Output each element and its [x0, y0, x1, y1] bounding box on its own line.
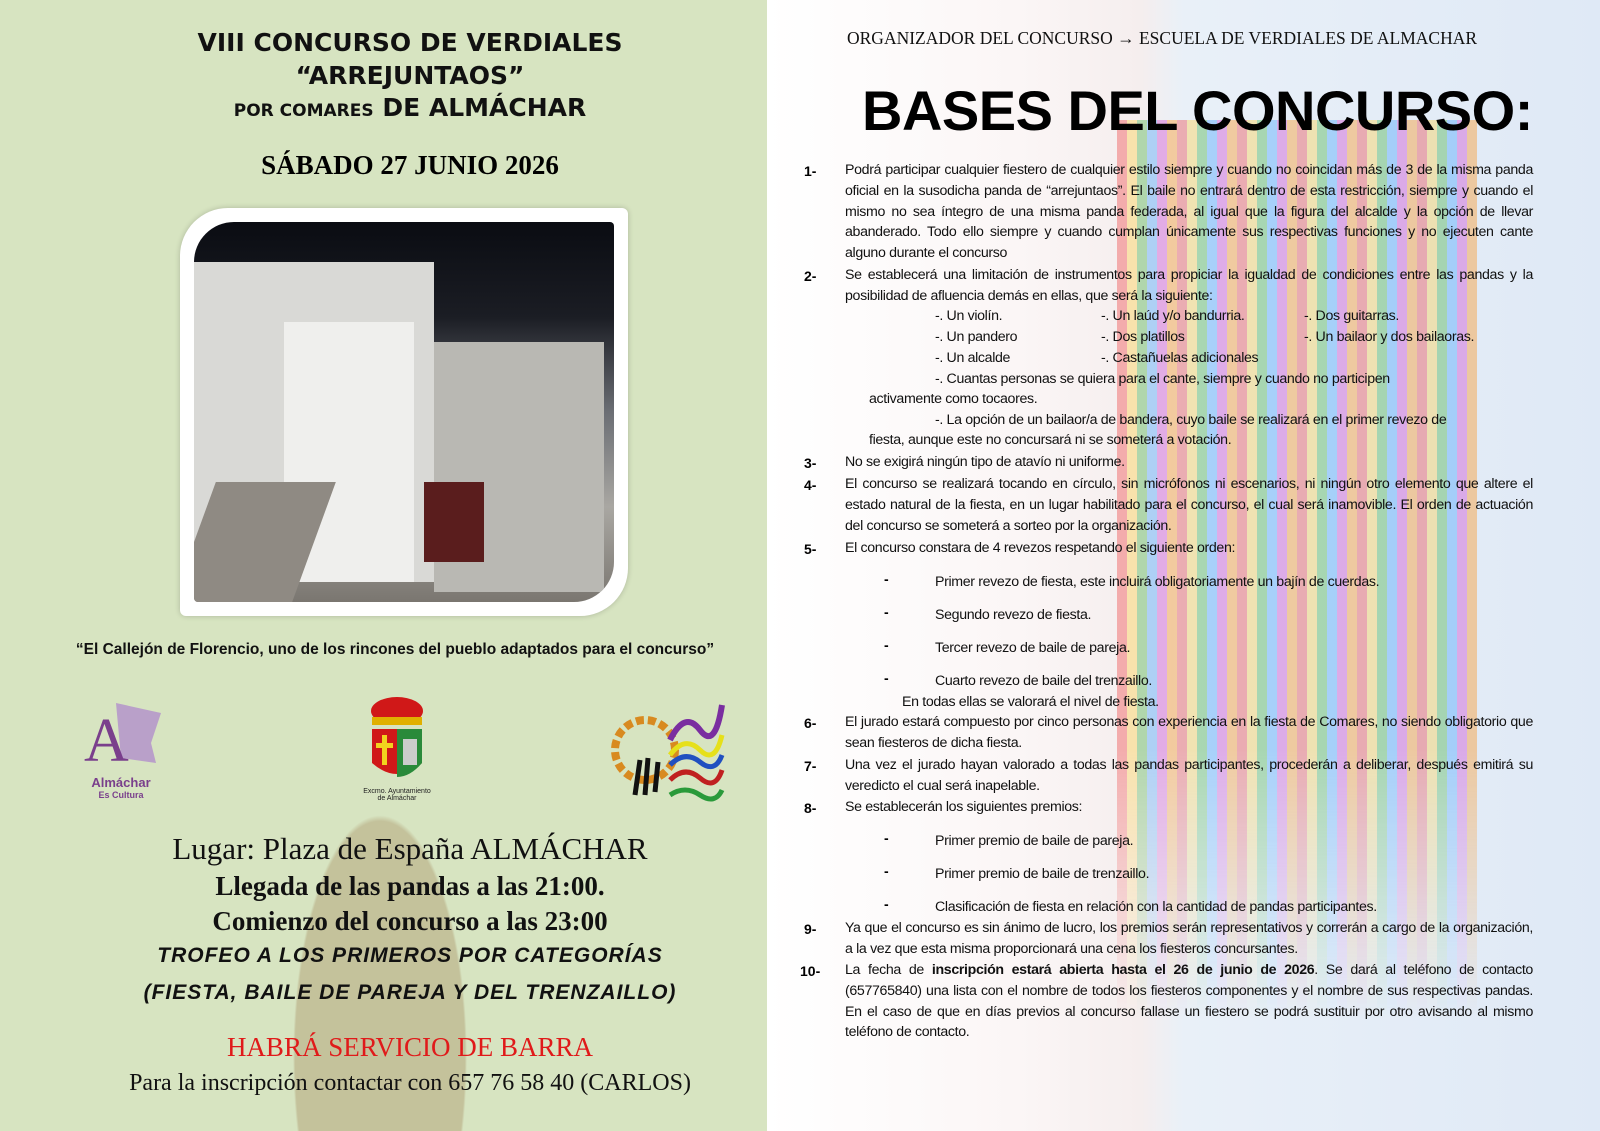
rule-8: Se establecerán los siguientes premios: — [845, 799, 1083, 815]
instrument-item: -. Un pandero — [935, 329, 1018, 345]
instrument-item: -. Dos platillos — [1101, 329, 1185, 345]
event-place: Lugar: Plaza de España ALMÁCHAR — [172, 831, 648, 866]
instrument-item: -. Un alcalde — [935, 350, 1011, 366]
rule-10-text: . Se dará al teléfono de contacto (657765840) una lista con el nombre de todos los fiesteros componentes y el nombre de sus respectivas pandas. En el caso de que en días previos al concurso fallase un fiestero se podrá sustituir por otro avisando al mismo teléfono de contacto. — [845, 962, 1533, 1041]
start-time: Comienzo del concurso a las 23:00 — [212, 906, 608, 936]
bullet: - — [884, 830, 889, 846]
bullet: - — [884, 637, 889, 653]
revezo-item: Cuarto revezo de baile del trenzaillo. — [935, 673, 1152, 689]
poster-panel — [0, 0, 767, 1131]
verdiales-pandero-logo — [610, 700, 725, 810]
rule-9: Ya que el concurso es sin ánimo de lucro, los premios serán representativos y correrán a cargo de la organización, a la vez que esta misma proporcionará una cena los fiesteros concursantes. — [845, 920, 1533, 957]
rule-number: 10- — [800, 963, 821, 979]
bullet: - — [884, 896, 889, 912]
rule-3: No se exigirá ningún tipo de atavío ni uniforme. — [845, 454, 1125, 470]
bullet: - — [884, 604, 889, 620]
rule-number: 6- — [804, 715, 817, 731]
ayuntamiento-coat-of-arms — [362, 695, 432, 805]
revezo-item: Primer revezo de fiesta, este incluirá obligatoriamente un bajín de cuerdas. — [935, 574, 1380, 590]
prize-item: Clasificación de fiesta en relación con la cantidad de pandas participantes. — [935, 899, 1377, 915]
registration-deadline: inscripción estará abierta hasta el 26 de junio de 2026 — [931, 962, 1315, 978]
instrument-note: -. La opción de un bailaor/a de bandera, cuyo baile se realizará en el primer revezo de — [935, 412, 1447, 428]
instrument-item: -. Un laúd y/o bandurria. — [1101, 308, 1245, 324]
bullet: - — [884, 670, 889, 686]
bullet: - — [884, 571, 889, 587]
rule-number: 8- — [804, 800, 817, 816]
title-small: POR COMARES — [233, 101, 374, 121]
rule-2: Se establecerá una limitación de instrumentos para propiciar la igualdad de condiciones entre las pandas y la posibilidad de afluencia demás en ellas, que será la siguiente: — [845, 267, 1533, 304]
instrument-note: -. Cuantas personas se quiera para el cante, siempre y cuando no participen — [935, 371, 1390, 387]
logo-left-name: Almáchar — [91, 775, 151, 790]
rules-panel — [767, 0, 1600, 1131]
title-big: DE ALMÁCHAR — [382, 93, 587, 122]
instrument-note: activamente como tocaores. — [869, 391, 1038, 407]
rule-5: El concurso constara de 4 revezos respetando el siguiente orden: — [845, 540, 1236, 556]
photo-caption: “El Callejón de Florencio, uno de los rincones del pueblo adaptados para el concurso” — [75, 641, 715, 658]
rule-4: El concurso se realizará tocando en círculo, sin micrófonos ni escenarios, ni ningún otro elemento que altere el estado natural de la fiesta, en un lugar habilitado para el concurso, el cual será inamovible. El orden de actuación del concurso se someterá a sorteo por la organización. — [845, 476, 1533, 534]
logo-left-sub: Es Cultura — [98, 790, 144, 800]
poster-subtitle: “ARREJUNTAOS” — [295, 61, 525, 90]
almachar-es-cultura-logo — [76, 703, 166, 798]
instrument-note: fiesta, aunque este no concursará ni se someterá a votación. — [869, 432, 1232, 448]
rule-number: 4- — [804, 477, 817, 493]
trophy-categories: (FIESTA, BAILE DE PAREJA Y DEL TRENZAILLO) — [143, 981, 677, 1004]
rule-1: Podrá participar cualquier fiestero de cualquier estilo siempre y cuando no coincidan más de 3 de la misma panda oficial en la susodicha panda de “arrejuntaos”. El baile no entrará dentro de esta restricción, siempre y cuando el mismo no sea íntegro de una misma panda federada, al igual que la figura del alcalde y la opción de llevar abanderado. Todo ello siempre y cuando cumplan únicamente sus respectivas funciones y no ejecuten cante alguno durante el concurso — [845, 162, 1533, 262]
arrival-time: Llegada de las pandas a las 21:00. — [215, 871, 605, 901]
rule-10-text: La fecha de — [845, 962, 932, 978]
bar-service: HABRÁ SERVICIO DE BARRA — [226, 1032, 594, 1062]
prize-item: Primer premio de baile de pareja. — [935, 833, 1134, 849]
revezo-item: Segundo revezo de fiesta. — [935, 607, 1092, 623]
svg-text:A: A — [84, 707, 129, 768]
rule-number: 2- — [804, 268, 817, 284]
poster-title: VIII CONCURSO DE VERDIALES — [197, 28, 623, 57]
rule-number: 7- — [804, 758, 817, 774]
rule-6: El jurado estará compuesto por cinco personas con experiencia en la fiesta de Comares, no siendo obligatorio que sean fiesteros de dicha fiesta. — [845, 714, 1533, 751]
instrument-item: -. Dos guitarras. — [1304, 308, 1399, 324]
instrument-item: -. Castañuelas adicionales — [1101, 350, 1259, 366]
poster-title-line3 — [0, 93, 767, 122]
prize-item: Primer premio de baile de trenzaillo. — [935, 866, 1150, 882]
rule-10 — [845, 960, 1533, 1043]
instrument-item: -. Un bailaor y dos bailaoras. — [1304, 329, 1475, 345]
registration-contact: Para la inscripción contactar con 657 76 58 40 (CARLOS) — [129, 1070, 691, 1096]
rule-number: 9- — [804, 921, 817, 937]
rule-7: Una vez el jurado hayan valorado a todas las pandas participantes, procederán a deliberar, después emitirá su veredicto el cual será inapelable. — [845, 757, 1533, 794]
instrument-item: -. Un violín. — [935, 308, 1003, 324]
rule-number: 1- — [804, 163, 817, 179]
rules-heading: BASES DEL CONCURSO: — [862, 79, 1533, 142]
organizer-line: ORGANIZADOR DEL CONCURSO → ESCUELA DE VERDIALES DE ALMACHAR — [847, 28, 1478, 48]
callejon-photo — [180, 208, 628, 616]
revezo-note: En todas ellas se valorará el nivel de fiesta. — [902, 694, 1159, 710]
trophy-text: TROFEO A LOS PRIMEROS POR CATEGORÍAS — [157, 944, 663, 967]
rule-number: 3- — [804, 455, 817, 471]
event-date: SÁBADO 27 JUNIO 2026 — [261, 150, 559, 180]
logo-center-text: Excmo. Ayuntamiento de Almáchar — [363, 788, 431, 802]
bullet: - — [884, 863, 889, 879]
rule-number: 5- — [804, 541, 817, 557]
revezo-item: Tercer revezo de baile de pareja. — [935, 640, 1131, 656]
